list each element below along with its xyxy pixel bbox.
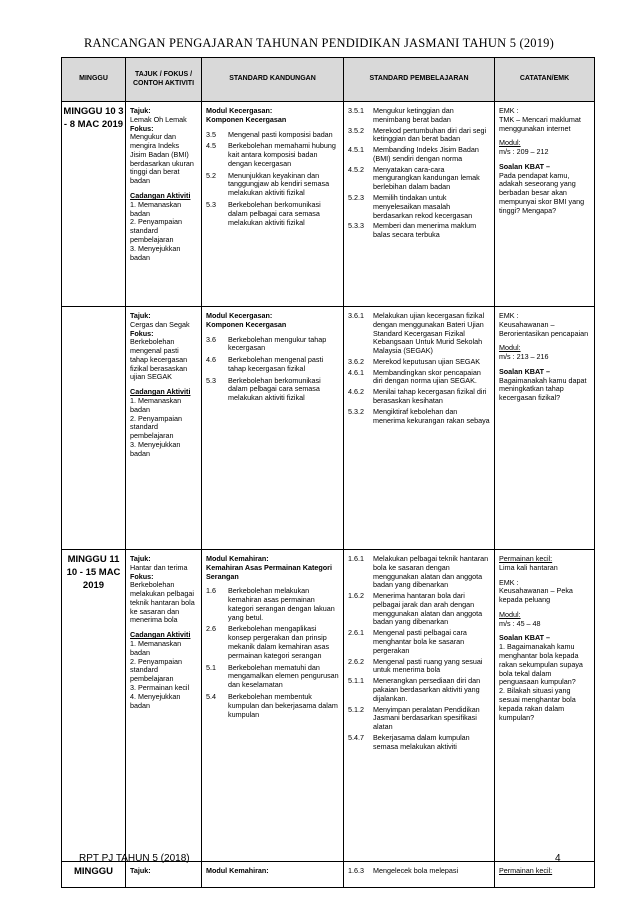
sp-item [348, 388, 490, 406]
sp-item [348, 592, 490, 627]
sp-number: 1.6.1 [348, 554, 364, 563]
col-header-minggu: MINGGU [62, 58, 126, 102]
sk-text: Berkebolehan berkomunikasi dalam pelbagai cara semasa melakukan aktiviti fizikal [228, 200, 321, 227]
cadangan-item: 3. Permainan kecil [130, 682, 190, 692]
catatan-content [495, 862, 594, 879]
sp-number: 3.5.1 [348, 106, 364, 115]
sk-content [202, 550, 343, 725]
sk-number: 4.5 [206, 141, 216, 151]
standard-kandungan-cell [202, 307, 344, 550]
col-header-tajuk: TAJUK / FOKUS / CONTOH AKTIVITI [126, 58, 202, 102]
week-cell [62, 862, 126, 888]
sk-item [206, 625, 339, 660]
catatan-line: Soalan KBAT – [499, 161, 550, 171]
sk-number: 5.3 [206, 200, 216, 210]
cadangan-item: 2. Penyampaian standard pembelajaran [130, 413, 182, 441]
sp-item [348, 127, 490, 145]
cadangan-item: 3. Menyejukkan badan [130, 243, 181, 262]
standard-pembelajaran-cell [344, 102, 495, 307]
sp-item [348, 358, 490, 367]
standard-pembelajaran-cell [344, 862, 495, 888]
sk-item [206, 336, 339, 354]
sk-number: 5.4 [206, 691, 216, 701]
sk-number: 3.5 [206, 129, 216, 139]
sp-text: Menilai tahap kecergasan fizikal diri berasaskan kesihatan [373, 387, 487, 406]
sk-title: Modul Kecergasan: [206, 311, 273, 320]
catatan-line: 2. Bilakah situasi yang sesuai menghantar bola kepada rakan dalam kumpulan? [499, 686, 576, 722]
fokus-label: Fokus: [130, 123, 154, 133]
sp-number: 5.3.2 [348, 406, 364, 416]
catatan-line: EMK : [499, 106, 519, 115]
sp-text: Membandingkan skor pencapaian diri dengan norma ujian SEGAK. [373, 367, 481, 386]
sp-item [348, 369, 490, 387]
standard-kandungan-cell [202, 862, 344, 888]
sk-number: 5.2 [206, 170, 216, 180]
lesson-plan-table [61, 57, 595, 888]
tajuk-text: Cergas dan Segak [130, 319, 190, 329]
catatan-cell [495, 862, 595, 888]
tajuk-content [126, 862, 201, 879]
cadangan-item: 1. Memanaskan badan [130, 199, 182, 218]
fokus-text: Mengukur dan mengira Indeks Jisim Badan (BMI) berdasarkan ukuran tinggi dan berat badan [130, 132, 194, 186]
catatan-cell [495, 307, 595, 550]
sk-text: Berkebolehan memahami hubung kait antara komposisi badan dengan kecergasan [228, 141, 336, 168]
catatan-line: EMK : [499, 311, 519, 320]
cadangan-item: 1. Memanaskan badan [130, 639, 182, 657]
week-label: MINGGU 10 3 - 8 MAC 2019 [63, 106, 124, 130]
sk-text: Berkebolehan mengukur tahap kecergasan [228, 334, 327, 353]
col-header-standard-kandungan: STANDARD KANDUNGAN [202, 58, 344, 102]
sk-text: Menunjukkan keyakinan dan tanggungjaw ab kendiri semasa melakukan aktiviti fizikal [228, 170, 330, 198]
table-row [62, 862, 595, 888]
catatan-cell [495, 102, 595, 307]
sp-item [348, 658, 490, 676]
catatan-line: TMK – Mencari maklumat menggunakan internet [499, 114, 581, 133]
sp-text: Mengukur ketinggian dan menimbang berat badan [373, 106, 454, 124]
standard-pembelajaran-cell [344, 307, 495, 550]
sp-text: Memilih tindakan untuk menyelesaikan masalah berdasarkan rekod kecergasan [373, 193, 473, 220]
sp-text: Menyatakan cara-cara mengurangkan kandungan lemak berlebihan dalam badan [373, 164, 480, 192]
tajuk-label: Tajuk: [130, 866, 151, 875]
sp-number: 4.5.2 [348, 164, 364, 174]
catatan-content [495, 307, 594, 406]
sk-number: 5.1 [206, 662, 216, 672]
tajuk-label: Tajuk: [130, 106, 151, 115]
week-cell [62, 307, 126, 550]
tajuk-cell [126, 307, 202, 550]
sp-item [348, 677, 490, 703]
sp-item [348, 166, 490, 192]
col-header-catatan: CATATAN/EMK [495, 58, 595, 102]
sk-text: Berkebolehan mengaplikasi konsep pergerakan dan prinsip mekanik dalam kemahiran asas permainan kategori serangan [228, 624, 330, 660]
sk-subtitle: Kemahiran Asas Permainan Kategori Serangan [206, 562, 332, 581]
sp-text: Menyimpan peralatan Pendidikan Jasmani berdasarkan spesifikasi alatan [373, 704, 480, 732]
catatan-line: Modul: [499, 138, 521, 148]
sk-item [206, 142, 339, 168]
tajuk-cell [126, 862, 202, 888]
sp-content [344, 307, 494, 430]
catatan-line: Permainan kecil: [499, 554, 553, 563]
catatan-line: Modul: [499, 343, 521, 353]
sp-number: 3.5.2 [348, 125, 364, 135]
page-number: 4 [555, 853, 561, 864]
sp-number: 5.2.3 [348, 193, 364, 203]
cadangan-label: Cadangan Aktiviti [130, 387, 191, 397]
tajuk-label: Tajuk: [130, 554, 151, 563]
catatan-line: 1. Bagaimanakah kamu menghantar bola kepada rakan sekumpulan supaya bola tekal dalam penguasaan kumpulan? [499, 642, 583, 687]
sp-item [348, 734, 490, 752]
catatan-line: Bagaimanakah kamu dapat meningkatkan tahap kecergasan fizikal? [499, 375, 587, 403]
week-label [62, 307, 125, 311]
tajuk-text: Hantar dan terima [130, 562, 188, 572]
week-label: MINGGU [73, 866, 114, 877]
catatan-line: Pada pendapat kamu, adakah seseorang yang berbadan besar akan mempunyai skor BMI yang tinggi? Mengapa? [499, 170, 585, 215]
fokus-text: Berkebolehan melakukan pelbagai teknik hantaran bola ke sasaran dan menerima bola [130, 580, 195, 625]
catatan-line: Soalan KBAT – [499, 633, 550, 643]
sk-item [206, 131, 339, 140]
catatan-line: Keusahawanan – Berorientasikan pencapaian [499, 319, 589, 338]
standard-pembelajaran-cell [344, 550, 495, 862]
sk-text: Berkebolehan berkomunikasi dalam pelbagai cara semasa melakukan aktiviti fizikal [228, 375, 321, 403]
sp-text: Melakukan pelbagai teknik hantaran bola ke sasaran dengan menggunakan alatan dan anggota badan yang dibenarkan [373, 554, 489, 590]
sk-title: Modul Kecergasan: [206, 106, 273, 115]
sk-content [202, 862, 343, 879]
week-cell [62, 102, 126, 307]
catatan-content [495, 102, 594, 219]
sp-item [348, 408, 490, 426]
sp-text: Merekod pertumbuhan diri dari segi ketinggian dan berat badan [373, 125, 487, 144]
sp-item [348, 194, 490, 220]
table-row [62, 102, 595, 307]
sp-item [348, 706, 490, 732]
sp-number: 3.6.1 [348, 311, 364, 320]
sk-item [206, 172, 339, 198]
sk-number: 3.6 [206, 334, 216, 344]
tajuk-content [126, 550, 201, 713]
sp-text: Bekerjasama dalam kumpulan semasa melakukan aktiviti [373, 732, 470, 751]
table-row [62, 550, 595, 862]
sk-title: Modul Kemahiran: [206, 554, 269, 563]
sp-item [348, 312, 490, 356]
cadangan-label: Cadangan Aktiviti [130, 191, 191, 201]
sp-number: 4.6.1 [348, 367, 364, 377]
sk-item [206, 693, 339, 719]
sp-number: 1.6.2 [348, 591, 364, 601]
sp-number: 4.6.2 [348, 387, 364, 397]
sk-content [202, 307, 343, 409]
catatan-line: Soalan KBAT – [499, 366, 550, 376]
sp-number: 1.6.3 [348, 866, 364, 875]
week-cell [62, 550, 126, 862]
cadangan-item: 2. Penyampaian standard pembelajaran [130, 217, 182, 244]
sp-item [348, 555, 490, 590]
catatan-line: m/s : 45 – 48 [499, 618, 541, 628]
sp-item [348, 146, 490, 164]
sp-text: Menerangkan persediaan diri dan pakaian berdasarkan aktiviti yang dijalankan. [373, 676, 481, 703]
sp-text: Mengenal pasti pelbagai cara menghantar bola ke sasaran pergerakan [373, 628, 467, 655]
sp-content [344, 102, 494, 245]
sp-text: Membanding Indeks Jisim Badan (BMI) sendiri dengan norma [373, 145, 479, 163]
sp-number: 5.4.7 [348, 732, 364, 742]
sk-number: 4.6 [206, 355, 216, 365]
sp-text: Mengelecek bola melepasi [373, 866, 459, 875]
sp-number: 4.5.1 [348, 145, 364, 155]
sp-item [348, 629, 490, 655]
document-title: RANCANGAN PENGAJARAN TAHUNAN PENDIDIKAN JASMANI TAHUN 5 (2019) [83, 36, 554, 50]
sp-number: 2.6.2 [348, 656, 364, 666]
tajuk-cell [126, 550, 202, 862]
sp-content [344, 550, 494, 756]
footer-label: RPT PJ TAHUN 5 (2018) [79, 853, 190, 864]
table-row [62, 307, 595, 550]
catatan-line: Modul: [499, 609, 521, 619]
sk-title: Modul Kemahiran: [206, 866, 269, 875]
sp-item [348, 107, 490, 125]
catatan-content [495, 550, 594, 725]
sk-item [206, 587, 339, 622]
sp-number: 5.3.3 [348, 221, 364, 231]
sk-number: 2.6 [206, 624, 216, 634]
sk-item [206, 356, 339, 374]
sp-text: Mengenal pasti ruang yang sesuai untuk menerima bola [373, 656, 483, 675]
cadangan-item: 1. Memanaskan badan [130, 396, 182, 414]
tajuk-content [126, 307, 201, 462]
sp-number: 2.6.1 [348, 628, 364, 638]
catatan-line: Keusahawanan – Peka kepada peluang [499, 586, 573, 605]
sp-number: 3.6.2 [348, 356, 364, 366]
sk-item [206, 664, 339, 690]
sp-text: Melakukan ujian kecergasan fizikal dengan menggunakan Bateri Ujian Standard Kecergasan Fizikal Kebangsaan Untuk Murid Sekolah Malaysia (SEGAK) [373, 311, 485, 356]
sk-text: Berkebolehan mengenal pasti tahap kecergasan fizikal [228, 355, 324, 373]
sp-item [348, 867, 490, 876]
sk-text: Berkebolehan mematuhi dan mengamalkan elemen pengurusan dan keselamatan [228, 662, 339, 690]
cadangan-item: 2. Penyampaian standard pembelajaran [130, 656, 182, 684]
catatan-cell [495, 550, 595, 862]
tajuk-label: Tajuk: [130, 311, 151, 320]
fokus-label: Fokus: [130, 571, 154, 581]
sp-text: Menerima hantaran bola dari pelbagai jarak dan arah dengan menggunakan alatan dan anggota badan yang dibenarkan [373, 591, 483, 627]
tajuk-text: Lemak Oh Lemak [130, 114, 187, 124]
catatan-line: Permainan kecil: [499, 866, 553, 875]
col-header-standard-pembelajaran: STANDARD PEMBELAJARAN [344, 58, 495, 102]
sk-text: Berkebolehan melakukan kemahiran asas permainan kategori serangan dengan lakuan yang betul. [228, 586, 335, 622]
cadangan-item: 3. Menyejukkan badan [130, 439, 181, 458]
sk-text: Berkebolehan membentuk kumpulan dan bekerjasama dalam kumpulan [228, 691, 338, 719]
fokus-text: Berkebolehan mengenal pasti tahap kecergasan fizikal berasaskan ujian SEGAK [130, 337, 188, 382]
standard-kandungan-cell [202, 550, 344, 862]
tajuk-cell [126, 102, 202, 307]
sk-item [206, 201, 339, 227]
sp-text: Memberi dan menerima maklum balas secara terbuka [373, 221, 477, 240]
catatan-line: m/s : 209 – 212 [499, 147, 549, 157]
catatan-line: Lima kali hantaran [499, 562, 558, 572]
sk-number: 1.6 [206, 586, 216, 596]
sk-item [206, 377, 339, 403]
sk-number: 5.3 [206, 375, 216, 385]
sk-subtitle: Komponen Kecergasan [206, 114, 287, 124]
sp-number: 5.1.1 [348, 676, 364, 686]
table-header-row [62, 58, 595, 102]
sk-content [202, 102, 343, 233]
standard-kandungan-cell [202, 102, 344, 307]
fokus-label: Fokus: [130, 328, 154, 338]
sk-text: Mengenal pasti komposisi badan [228, 129, 333, 139]
catatan-line: EMK : [499, 577, 519, 587]
week-label: MINGGU 11 10 - 15 MAC 2019 [66, 554, 121, 591]
sp-text: Mengiktiraf kebolehan dan menerima kekurangan rakan sebaya [373, 406, 490, 425]
cadangan-label: Cadangan Aktiviti [130, 630, 191, 640]
sp-number: 5.1.2 [348, 704, 364, 714]
tajuk-content [126, 102, 201, 265]
sp-text: Merekod keputusan ujian SEGAK [373, 356, 481, 366]
catatan-line: m/s : 213 – 216 [499, 352, 549, 362]
sp-content [344, 862, 494, 881]
sp-item [348, 222, 490, 240]
cadangan-item: 4. Menyejukkan badan [130, 691, 181, 710]
sk-subtitle: Komponen Kecergasan [206, 319, 287, 329]
